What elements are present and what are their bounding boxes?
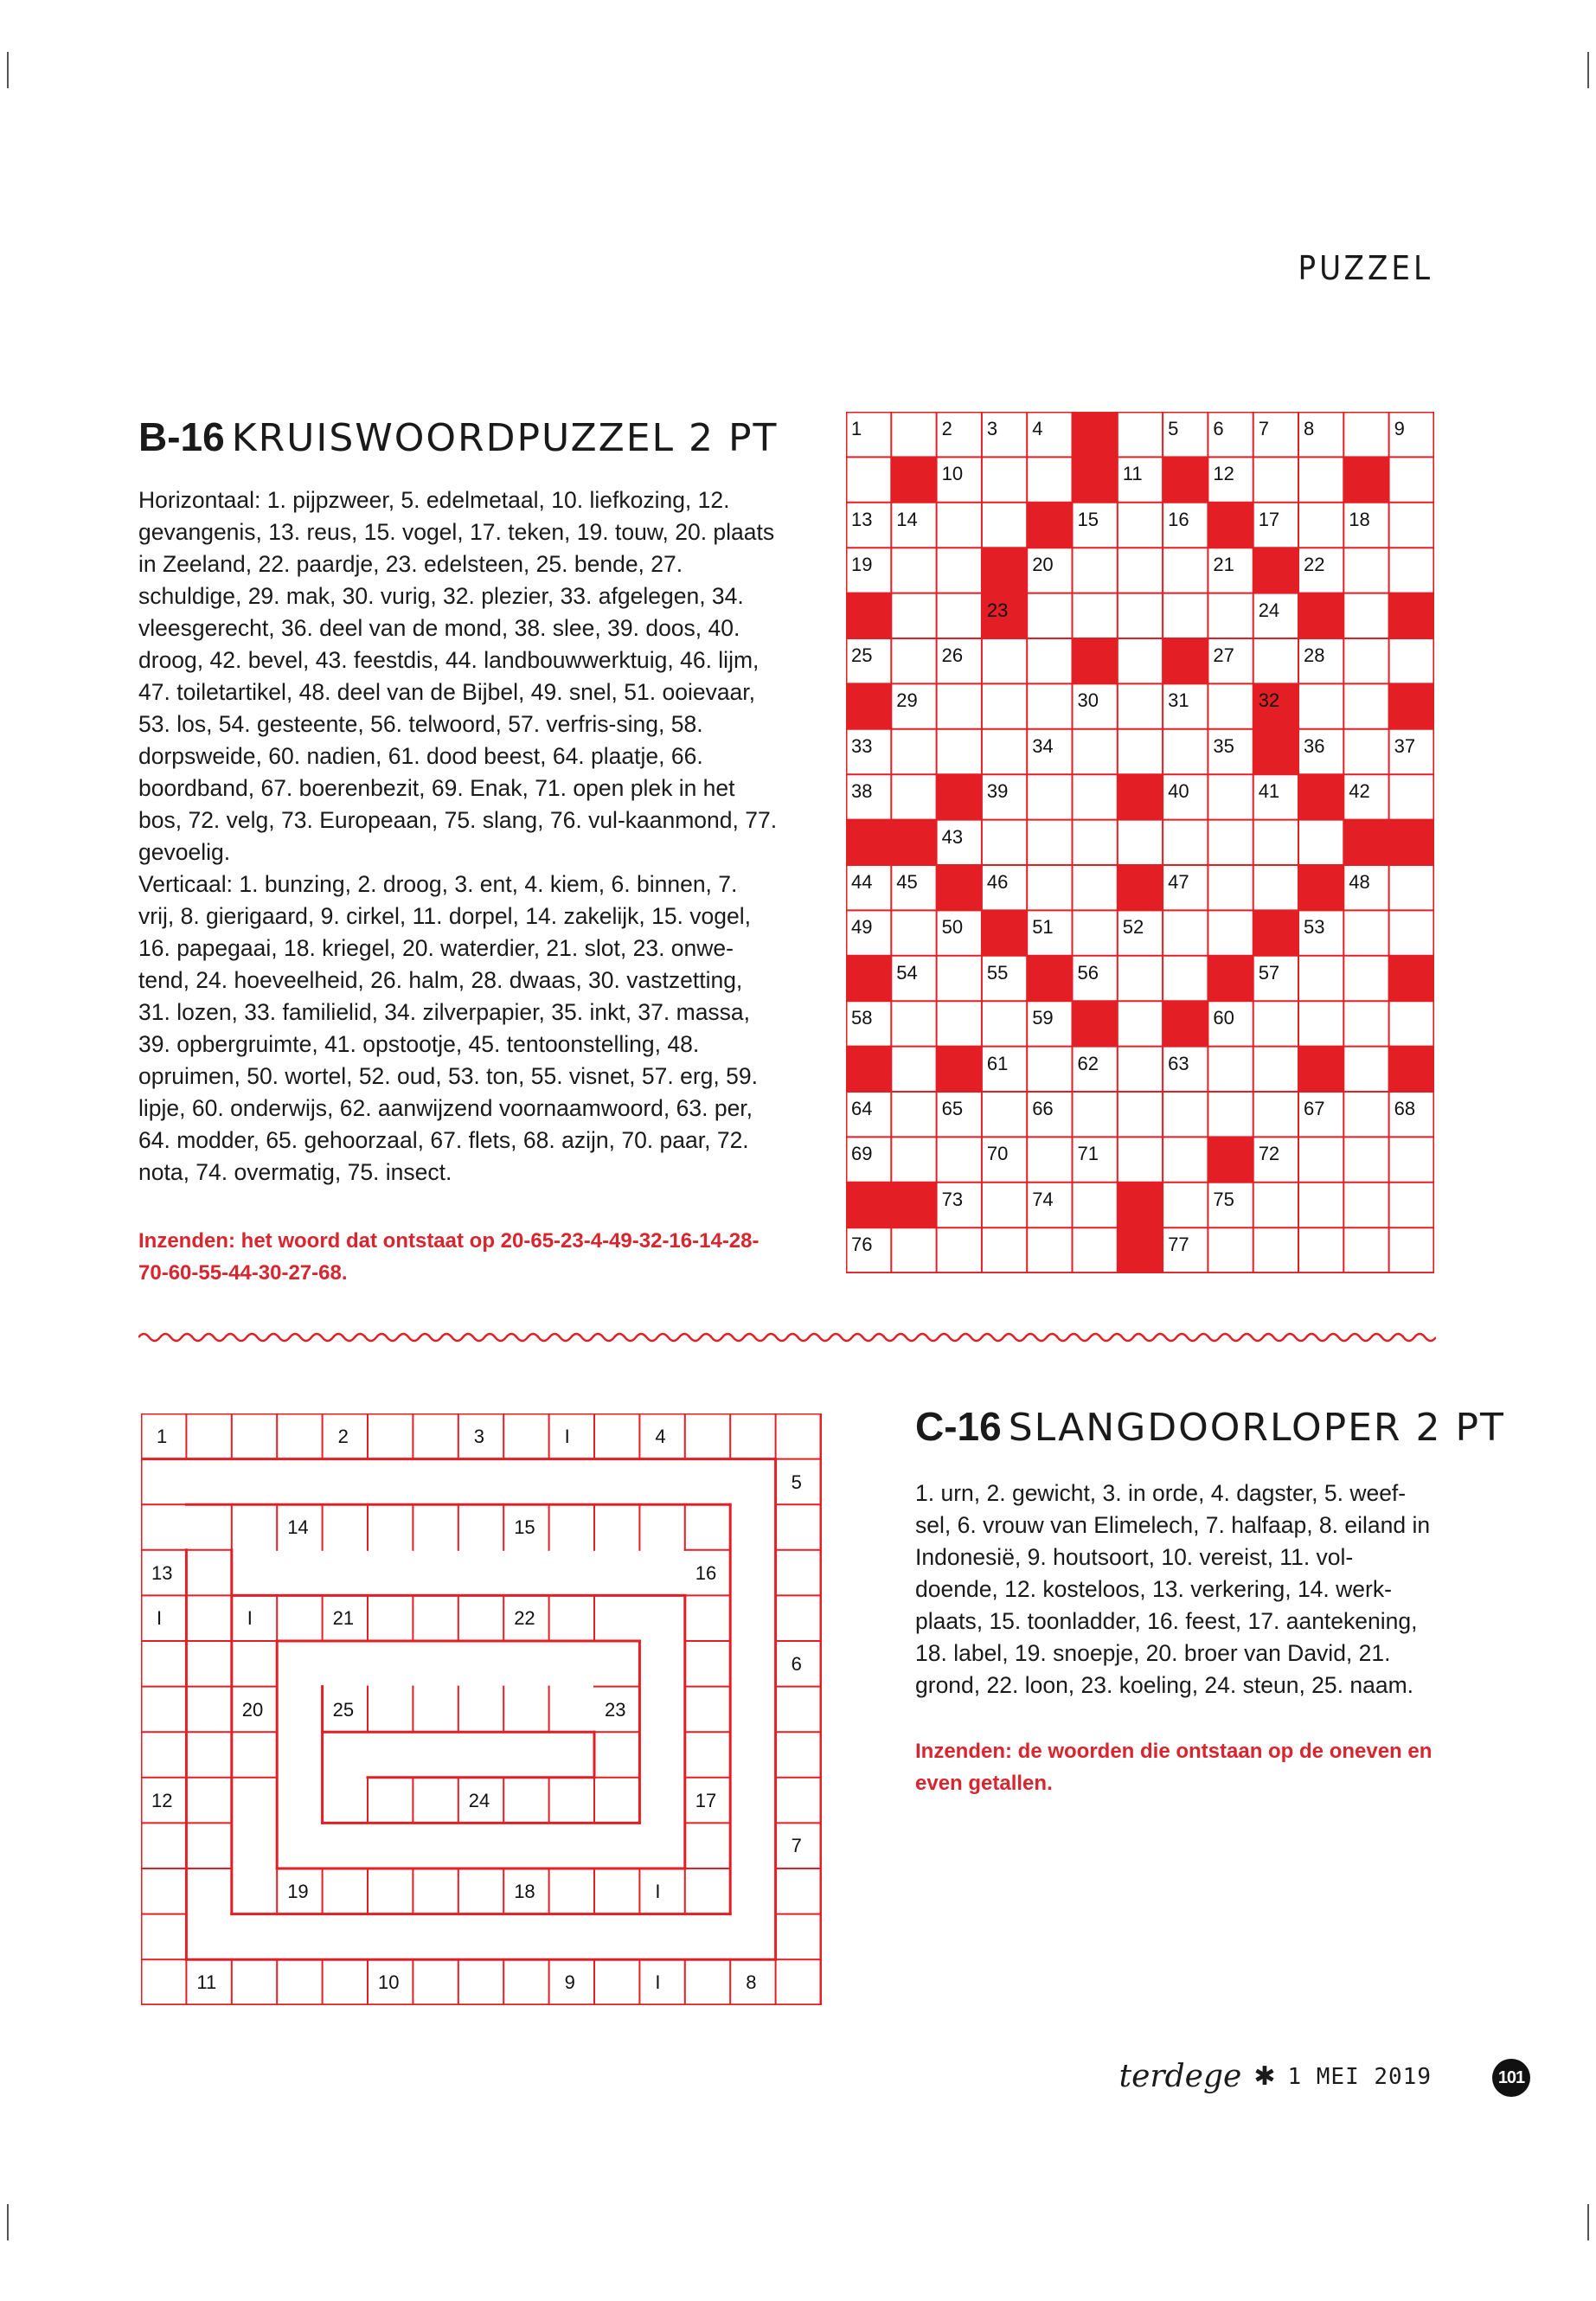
crossword-number: 73	[941, 1188, 964, 1210]
snake-number: 3	[473, 1426, 485, 1447]
crossword-number: 51	[1032, 916, 1054, 939]
crossword-number: 64	[851, 1098, 873, 1119]
crossword-numbers	[846, 412, 1434, 1273]
crossword-number: 62	[1077, 1052, 1099, 1074]
crossword-number: 43	[941, 825, 964, 848]
c16-title	[915, 1403, 1505, 1450]
crossword-number: 61	[986, 1052, 1009, 1074]
snake-number: 22	[514, 1607, 535, 1630]
crossword-number: 2	[941, 418, 952, 439]
crossword-number: 17	[1258, 508, 1280, 530]
crossword-number: 11	[1122, 463, 1143, 485]
c16-submit: Inzenden: de woorden die ontstaan op de oneven en even getallen.	[915, 1740, 1433, 1795]
b16-horizontal: Horizontaal: 1. pijpzweer, 5. edelmetaal, 10. liefkozing, 12. gevangenis, 13. reus, 15. vogel, 17. teken, 19. touw, 20. plaats in Zeeland, 22. paardje, 23. edelsteen, 25. bende, 27. schuldige, 29. mak, 30. vurig, 32. plezier, 33. afgelegen, 34. vleesgerecht, 36. deel van de mond, 38. slee, 39. doos, 40. droog, 42. bevel, 43. feestdis, 44. landbouwwerktuig, 46. lijm, 47. toiletartikel, 48. deel van de Bijbel, 49. snel, 51. ooievaar, 53. los, 54. gesteente, 56. telwoord, 57. verfris-sing, 58. dorpsweide, 60. nadien, 61. dood beest, 64. plaatje, 66. boordband, 67. boerenbezit, 69. Enak, 71. open plek in het bos, 72. velg, 73. Europeaan, 75. slang, 76. vul-kaanmond, 77. gevoelig.	[138, 487, 778, 865]
magazine-logo: terdege	[1118, 2059, 1242, 2094]
crossword-number: 46	[986, 871, 1009, 893]
snake-number: 20	[241, 1698, 264, 1721]
crossword-number: 34	[1032, 734, 1054, 757]
crossword-number: 36	[1304, 734, 1325, 757]
issue-date: 1 MEI 2019	[1287, 2063, 1432, 2090]
crossword-number: 55	[986, 961, 1009, 984]
crossword-number: 35	[1213, 734, 1234, 757]
snake-number: 4	[655, 1426, 666, 1447]
crossword-number: 42	[1349, 780, 1370, 803]
snake-number: I	[655, 1971, 661, 1994]
crossword-number: 20	[1032, 554, 1054, 576]
crossword-number: 75	[1213, 1188, 1234, 1210]
c16-clues: 1. urn, 2. gewicht, 3. in orde, 4. dagster, 5. weef-sel, 6. vrouw van Elimelech, 7. halfaap, 8. eiland in Indonesië, 9. houtsoort, 10. vereist, 11. vol-doende, 12. kosteloos, 13. verkering, 14. werk-plaats, 15. toonladder, 16. feest, 17. aantekening, 18. label, 19. snoepje, 20. broer van David, 21. grond, 22. loon, 23. koeling, 24. steun, 25. naam.	[915, 1480, 1431, 1698]
crossword-number: 48	[1349, 871, 1370, 893]
snake-number: 10	[378, 1971, 400, 1994]
crossword-number: 63	[1168, 1052, 1189, 1074]
crossword-number: 76	[851, 1234, 873, 1256]
crossword-number: 72	[1258, 1143, 1280, 1165]
snake-number: 24	[468, 1789, 490, 1811]
crossword-number: 3	[986, 418, 998, 439]
snake-number: 16	[695, 1561, 717, 1584]
crossword-number: 12	[1213, 463, 1234, 485]
crossword-number: 10	[941, 463, 964, 485]
crossword-number: 27	[1213, 644, 1234, 666]
crossword-number: 50	[941, 916, 964, 939]
c16-name: SLANGDOORLOPER 2 PT	[1008, 1406, 1505, 1450]
snake-number: 1	[157, 1426, 168, 1447]
crossword-number: 65	[941, 1098, 964, 1119]
snake-number: 15	[514, 1516, 535, 1539]
crossword-number: 66	[1032, 1098, 1054, 1119]
crossword-number: 74	[1032, 1188, 1054, 1210]
crossword-number: 4	[1032, 418, 1043, 439]
section-label: PUZZEL	[1298, 249, 1433, 287]
crossword-number: 39	[986, 780, 1009, 803]
crossword-number: 32	[1258, 689, 1280, 712]
crossword-number: 45	[896, 871, 918, 893]
crossword-number: 70	[986, 1143, 1009, 1165]
crossword-number: 69	[851, 1143, 873, 1165]
snake-number: 14	[287, 1516, 309, 1539]
footer	[1119, 2059, 1432, 2094]
crossword-number: 60	[1213, 1007, 1234, 1029]
snake-number: 7	[791, 1835, 802, 1857]
b16-vertical: Verticaal: 1. bunzing, 2. droog, 3. ent, 4. kiem, 6. binnen, 7. vrij, 8. gierigaard, 9. cirkel, 11. dorpel, 14. zakelijk, 15. vogel, 16. papegaai, 18. kriegel, 20. waterdier, 21. slot, 23. onwe-tend, 24. hoeveelheid, 26. halm, 28. dwaas, 30. vastzetting, 31. lozen, 33. familielid, 34. zilverpapier, 35. inkt, 37. massa, 39. opbergruimte, 41. opstootje, 45. tentoonstelling, 48. opruimen, 50. wortel, 52. oud, 53. ton, 55. visnet, 57. erg, 59. lipje, 60. onderwijs, 62. aanwijzend voornaamwoord, 63. per, 64. modder, 65. gehoorzaal, 67. flets, 68. azijn, 70. paar, 72. nota, 74. overmatig, 75. insect.	[138, 871, 758, 1185]
snake-number: 9	[564, 1971, 575, 1994]
snake-number: I	[157, 1607, 163, 1630]
crossword-number: 26	[941, 644, 964, 666]
snake-number: 12	[151, 1789, 173, 1811]
crop-mark	[7, 52, 9, 88]
crossword-number: 14	[896, 508, 918, 530]
crossword-number: 23	[986, 599, 1009, 621]
snake-number: I	[247, 1607, 253, 1630]
crossword-number: 18	[1349, 508, 1370, 530]
crossword-number: 67	[1304, 1098, 1325, 1119]
crossword-number: 56	[1077, 961, 1099, 984]
crossword-number: 37	[1394, 734, 1416, 757]
snake-number: 8	[746, 1971, 757, 1994]
snake-number: 25	[332, 1698, 355, 1721]
crossword-number: 30	[1077, 689, 1099, 712]
crossword-number: 19	[851, 554, 873, 576]
crossword-number: 21	[1213, 554, 1234, 576]
crop-mark	[7, 2204, 9, 2240]
crossword-number: 71	[1077, 1143, 1099, 1165]
snake-number: I	[655, 1881, 661, 1902]
crossword-number: 16	[1168, 508, 1189, 530]
crossword-number: 22	[1304, 554, 1325, 576]
snake-number: 11	[196, 1971, 217, 1994]
crossword-number: 25	[851, 644, 873, 666]
snake-number: 6	[791, 1653, 802, 1675]
snake-number: 13	[151, 1561, 173, 1584]
crossword-number: 29	[896, 689, 918, 712]
crossword-number: 31	[1168, 689, 1189, 712]
crossword-number: 49	[851, 916, 873, 939]
crossword-number: 53	[1304, 916, 1325, 939]
snake-numbers	[141, 1413, 822, 2005]
crossword-number: 58	[851, 1007, 873, 1029]
crossword-number: 33	[851, 734, 873, 757]
crossword-number: 68	[1394, 1098, 1416, 1119]
snake-number: 19	[287, 1881, 309, 1902]
star-icon: ✱	[1253, 2062, 1276, 2091]
crossword-number: 9	[1394, 418, 1405, 439]
snake-number: 17	[695, 1789, 717, 1811]
snake-number: 23	[605, 1698, 626, 1721]
crossword-number: 40	[1168, 780, 1189, 803]
b16-code: B-16	[138, 414, 225, 459]
crossword-number: 38	[851, 780, 873, 803]
snake-number: 2	[337, 1426, 349, 1447]
crossword-number: 77	[1168, 1234, 1189, 1256]
crossword-number: 52	[1122, 916, 1144, 939]
crossword-number: 59	[1032, 1007, 1054, 1029]
wavy-divider	[138, 1329, 1436, 1346]
crossword-number: 44	[851, 871, 873, 893]
crossword-number: 8	[1304, 418, 1315, 439]
crossword-number: 41	[1258, 780, 1280, 803]
crossword-number: 5	[1168, 418, 1179, 439]
crossword-number: 1	[851, 418, 862, 439]
crossword-number: 24	[1258, 599, 1280, 621]
crossword-number: 7	[1258, 418, 1269, 439]
snake-number: 21	[332, 1607, 355, 1630]
b16-name: KRUISWOORDPUZZEL 2 PT	[231, 416, 779, 460]
snake-number: 5	[791, 1471, 802, 1493]
crop-mark	[1587, 52, 1589, 88]
b16-submit: Inzenden: het woord dat ontstaat op 20-65-23-4-49-32-16-14-28-70-60-55-44-30-27-68.	[138, 1229, 760, 1285]
c16-code: C-16	[915, 1404, 1002, 1449]
crossword-number: 54	[896, 961, 918, 984]
crossword-number: 6	[1213, 418, 1224, 439]
b16-title	[138, 413, 778, 460]
crop-mark	[1587, 2204, 1589, 2240]
snake-number: 18	[514, 1881, 535, 1902]
crossword-number: 47	[1168, 871, 1189, 893]
crossword-number: 13	[851, 508, 873, 530]
crossword-number: 15	[1077, 508, 1099, 530]
snake-number: I	[564, 1426, 570, 1447]
crossword-number: 28	[1304, 644, 1325, 666]
b16-clues	[138, 484, 779, 1189]
page-number: 101	[1492, 2059, 1530, 2097]
crossword-number: 57	[1258, 961, 1280, 984]
